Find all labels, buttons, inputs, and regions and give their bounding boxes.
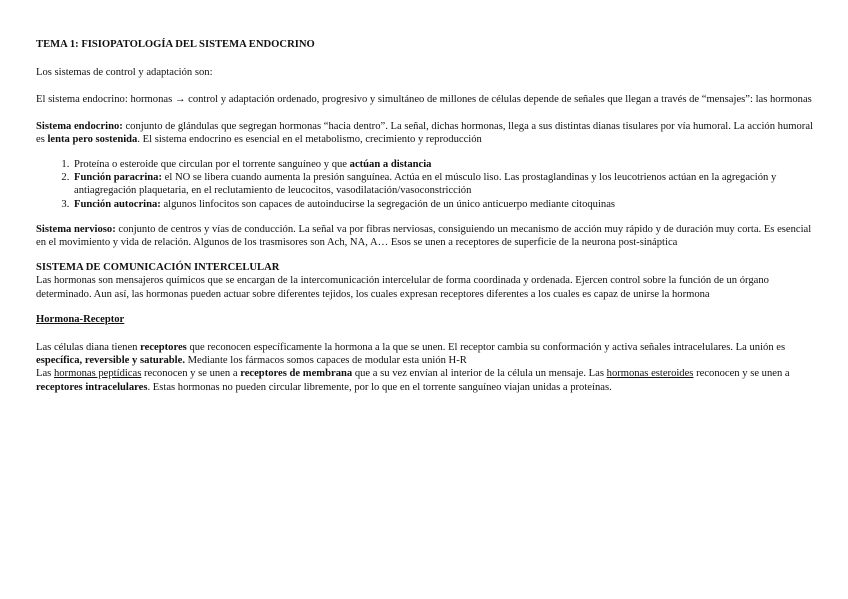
nervous-system-paragraph bbox=[36, 223, 814, 249]
text-span: Las bbox=[36, 368, 54, 380]
hormone-receptor-paragraph-2 bbox=[36, 367, 814, 393]
section-heading-communication: SISTEMA DE COMUNICACIÓN INTERCELULAR bbox=[36, 262, 280, 274]
right-arrow-icon: → bbox=[174, 94, 186, 106]
list-item-text: el NO se libera cuando aumenta la presión sanguínea. Actúa en el músculo liso. Las prostaglandinas y los leucotrienos actúan en la agregación y antiagregación plaquetaria, en el reclutamiento de leucocitos, vasodilatación/vasoconstricción bbox=[74, 172, 777, 197]
list-item bbox=[72, 171, 814, 197]
text-emphasis: receptores de membrana bbox=[240, 368, 353, 380]
section-heading-hormone-receptor: Hormona-Receptor bbox=[36, 313, 125, 325]
hormone-receptor-paragraph-1 bbox=[36, 341, 814, 367]
text-span: Mediante los fármacos somos capaces de modular esta unión H-R bbox=[184, 355, 467, 367]
endocrine-text-1: conjunto de glándulas que segregan hormonas “hacia dentro”. La señal, dichas hormonas, llega a sus distintas dianas tisulares por vía humoral. La acción humoral es bbox=[36, 120, 813, 145]
text-span: reconocen y se unen a bbox=[141, 368, 241, 380]
list-item-text: Proteína o esteroide que circulan por el torrente sanguíneo y que bbox=[74, 159, 350, 171]
endocrine-text-2: . El sistema endocrino es esencial en el metabolismo, crecimiento y reproducción bbox=[137, 133, 482, 145]
list-item-emphasis: Función paracrina: bbox=[74, 172, 162, 184]
text-span: que a su vez envían al interior de la célula un mensaje. Las bbox=[352, 368, 607, 380]
text-emphasis: específica, reversible y saturable. bbox=[36, 355, 185, 367]
endocrine-summary bbox=[36, 93, 814, 106]
document-page bbox=[36, 38, 814, 394]
text-span: . Estas hormonas no pueden circular libremente, por lo que en el torrente sanguíneo viajan unidas a proteínas. bbox=[147, 381, 612, 393]
underlined-term: hormonas peptídicas bbox=[53, 368, 142, 380]
communication-paragraph: Las hormonas son mensajeros químicos que se encargan de la intercomunicación intercelular de forma coordinada y ordenada. Ejercen control sobre la función de un órgano determinado. Aun así, las hormonas pueden actuar sobre diferentes tejidos, los cuales expresan receptores diferentes a los cuales es capaz de unirse la hormona bbox=[36, 275, 769, 300]
underlined-term: hormonas esteroides bbox=[606, 368, 694, 380]
list-item-text: algunos linfocitos son capaces de autoinducirse la segregación de un único anticuerpo mediante citoquinas bbox=[160, 198, 616, 210]
endocrine-summary-prefix: El sistema endocrino: hormonas bbox=[36, 94, 175, 106]
text-span: reconocen y se unen a bbox=[693, 368, 790, 380]
endocrine-summary-suffix: control y adaptación ordenado, progresivo y simultáneo de millones de células depende de señales que llegan a través de “mensajes”: las hormonas bbox=[185, 94, 812, 106]
text-emphasis: receptores intracelulares bbox=[36, 381, 148, 393]
nervous-term: Sistema nervioso: bbox=[36, 223, 116, 235]
list-item-emphasis: actúan a distancia bbox=[349, 159, 432, 171]
intro-text: Los sistemas de control y adaptación son: bbox=[36, 67, 213, 79]
endocrine-emphasis: lenta pero sostenida bbox=[47, 133, 138, 145]
hormone-function-list bbox=[36, 158, 814, 211]
list-item bbox=[72, 158, 814, 171]
text-span: Las células diana tienen bbox=[36, 342, 141, 354]
text-span: que reconocen específicamente la hormona a la que se unen. El receptor cambia su conformación y activa señales intracelulares. La unión es bbox=[186, 342, 786, 354]
document-title: TEMA 1: FISIOPATOLOGÍA DEL SISTEMA ENDOCRINO bbox=[36, 39, 315, 50]
endocrine-term: Sistema endocrino: bbox=[36, 120, 123, 132]
list-item-emphasis: Función autocrina: bbox=[74, 198, 161, 210]
nervous-text: conjunto de centros y vías de conducción. La señal va por fibras nerviosas, consiguiendo un mecanismo de acción muy rápido y de duración muy corta. Es esencial en el movimiento y vida de relación. Algunos de los trasmisores son Ach, NA, A… Esos se unen a receptores de superficie de la neurona post-sináptica bbox=[36, 223, 812, 249]
endocrine-definition bbox=[36, 120, 814, 146]
text-emphasis: receptores bbox=[140, 342, 187, 354]
list-item bbox=[72, 198, 814, 211]
